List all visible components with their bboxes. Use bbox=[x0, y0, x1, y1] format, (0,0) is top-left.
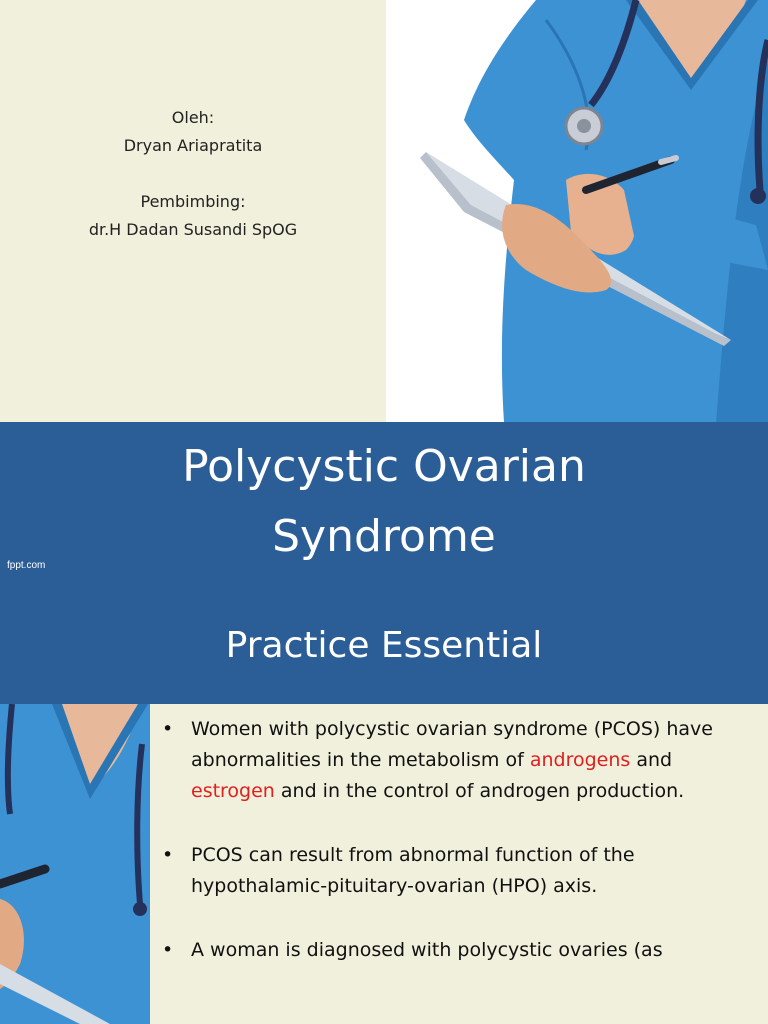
bullet-icon: • bbox=[162, 718, 174, 740]
list-item bbox=[160, 840, 760, 902]
title-line-2: Syndrome bbox=[272, 511, 496, 562]
title-line-1: Polycystic Ovarian bbox=[182, 441, 586, 492]
slide-credits bbox=[0, 0, 768, 422]
watermark: fppt.com bbox=[7, 560, 46, 571]
bullet-text: and bbox=[630, 749, 673, 771]
bullet-icon: • bbox=[162, 844, 174, 866]
list-item bbox=[160, 935, 760, 966]
slide-section-title bbox=[0, 422, 768, 704]
doctor-photo-thumbnail bbox=[0, 704, 150, 1024]
bullet-text: PCOS can result from abnormal function of the hypothalamic-pituitary-ovarian (HPO) axis. bbox=[191, 844, 635, 897]
list-item bbox=[160, 714, 760, 807]
highlight-term: androgens bbox=[529, 749, 631, 771]
presentation-title bbox=[0, 432, 768, 572]
bullet-text: A woman is diagnosed with polycystic ovaries (as bbox=[191, 939, 663, 961]
highlight-term: estrogen bbox=[191, 780, 275, 802]
bullet-text: Women with polycystic ovarian syndrome (PCOS) have abnormalities in the metabolism of bbox=[191, 718, 713, 771]
credits-panel bbox=[0, 0, 386, 422]
author-label: Oleh: bbox=[171, 108, 215, 127]
credits-block bbox=[0, 104, 386, 244]
bullet-text: and in the control of androgen production. bbox=[274, 780, 685, 802]
advisor-label: Pembimbing: bbox=[140, 192, 246, 211]
author-name: Dryan Ariapratita bbox=[123, 136, 263, 155]
doctor-photo bbox=[386, 0, 768, 422]
bullet-list bbox=[160, 714, 760, 999]
bullet-icon: • bbox=[162, 939, 174, 961]
advisor-name: dr.H Dadan Susandi SpOG bbox=[88, 220, 298, 239]
doctor-illustration-small bbox=[0, 704, 150, 1024]
slide-content bbox=[0, 704, 768, 1024]
doctor-illustration bbox=[386, 0, 768, 422]
section-subtitle: Practice Essential bbox=[225, 625, 543, 666]
